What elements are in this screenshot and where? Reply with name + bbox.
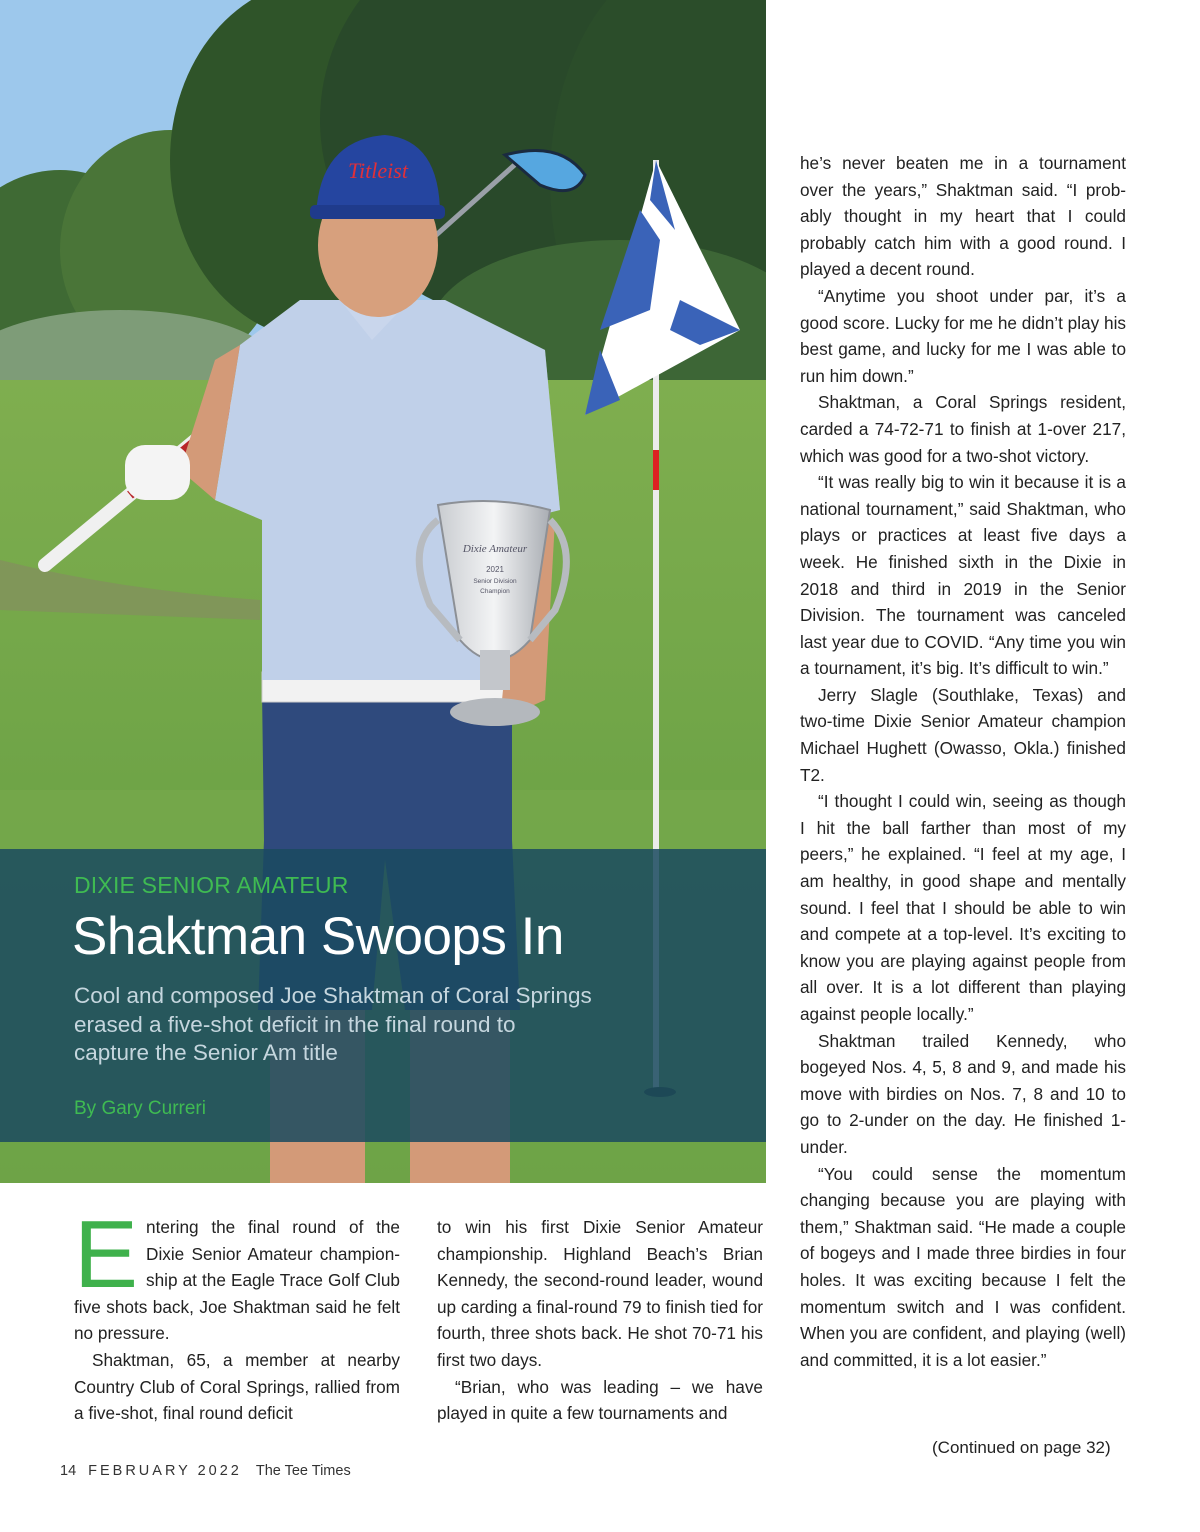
article-deck: Cool and composed Joe Shaktman of Coral Springs erased a five-shot deficit in the final round to capture the Senior Am title (74, 983, 592, 1065)
trophy-inscription-year: 2021 (486, 565, 504, 574)
publication-name: The Tee Times (255, 1463, 351, 1479)
body-paragraph: “Brian, who was leading – we have played in quite a few tournaments and (437, 1376, 763, 1424)
body-paragraph: he’s never beaten me in a tournament over the years,” Shaktman said. “I probably thought in my heart that I could probably catch him with a good round. I played a decent round. (800, 153, 1126, 280)
issue-date: FEBRUARY 2022 (88, 1463, 242, 1479)
paragraph-text: ntering the final round of the Dixie Senior Amateur championship at the Eagle Trace Golf Club five shots back, Joe Shaktman said he felt no pressure. (74, 1217, 400, 1344)
trophy-inscription-title: Dixie Amateur (462, 543, 528, 555)
section-kicker: DIXIE SENIOR AMATEUR (74, 872, 349, 898)
body-paragraph: Jerry Slagle (Southlake, Texas) and two-time Dixie Senior Amateur champion Michael Hughett (Owasso, Okla.) finished T2. (800, 684, 1126, 785)
body-paragraph: “I thought I could win, seeing as though I hit the ball farther than most of my peers,” he explained. “I feel at my age, I am healthy, in good shape and mentally sound. I feel that I should be able to win and compete at a top-level. It’s exciting to know you are playing against people from all over. It is a lot different than playing against people locally.” (800, 791, 1126, 1024)
page-number: 14 (60, 1463, 77, 1479)
continued-notice: (Continued on page 32) (932, 1438, 1111, 1457)
cap-logo-text: Titleist (348, 158, 408, 183)
body-paragraph: “You could sense the momentum changing because you are playing with them,” Shaktman said. “He made a couple of bogeys and I made three birdies in four holes. It was exciting because I felt the momentum switch and I was confident. When you are confident, and playing (well) and committed, it is a lot easier.” (800, 1163, 1126, 1370)
article-byline: By Gary Curreri (74, 1098, 206, 1119)
body-paragraph (74, 1201, 400, 1347)
body-paragraph: “Anytime you shoot under par, it’s a good score. Lucky for me he didn’t play his best game, and lucky for me I was able to run him down.” (800, 285, 1126, 386)
body-column-2 (437, 1214, 763, 1427)
page-footer (60, 1463, 351, 1479)
article-headline: Shaktman Swoops In (72, 907, 564, 966)
body-paragraph: to win his first Dixie Senior Amateur championship. Highland Beach’s Brian Kennedy, the second-round leader, wound up carding a final-round 79 to finish tied for fourth, three shots back. He shot 70-71 his first two days. (437, 1217, 763, 1370)
body-paragraph: “It was really big to win it because it is a national tournament,” said Shaktman, who plays or practices at least five days a week. He finished sixth in the Dixie in 2018 and third in 2019 in the Senior Division. The tournament was canceled last year due to COVID. “Any time you win a tournament, it’s big. It’s difficult to win.” (800, 472, 1126, 679)
body-column-3 (800, 150, 1126, 1373)
trophy-inscription-division: Senior Division (473, 578, 517, 585)
drop-cap: E (74, 1201, 139, 1308)
trophy-inscription-champion: Champion (480, 588, 510, 595)
body-paragraph: Shaktman, a Coral Springs resident, carded a 74-72-71 to finish at 1-over 217, which was good for a two-shot victory. (800, 392, 1126, 466)
body-column-1 (74, 1201, 400, 1427)
body-paragraph: Shaktman, 65, a member at nearby Country Club of Coral Springs, rallied from a five-shot, final round deficit (74, 1349, 400, 1424)
body-paragraph: Shaktman trailed Kennedy, who bogeyed Nos. 4, 5, 8 and 9, and made his move with birdies on Nos. 7, 8 and 10 to go to 2-under on the day. He finished 1-under. (800, 1030, 1126, 1157)
